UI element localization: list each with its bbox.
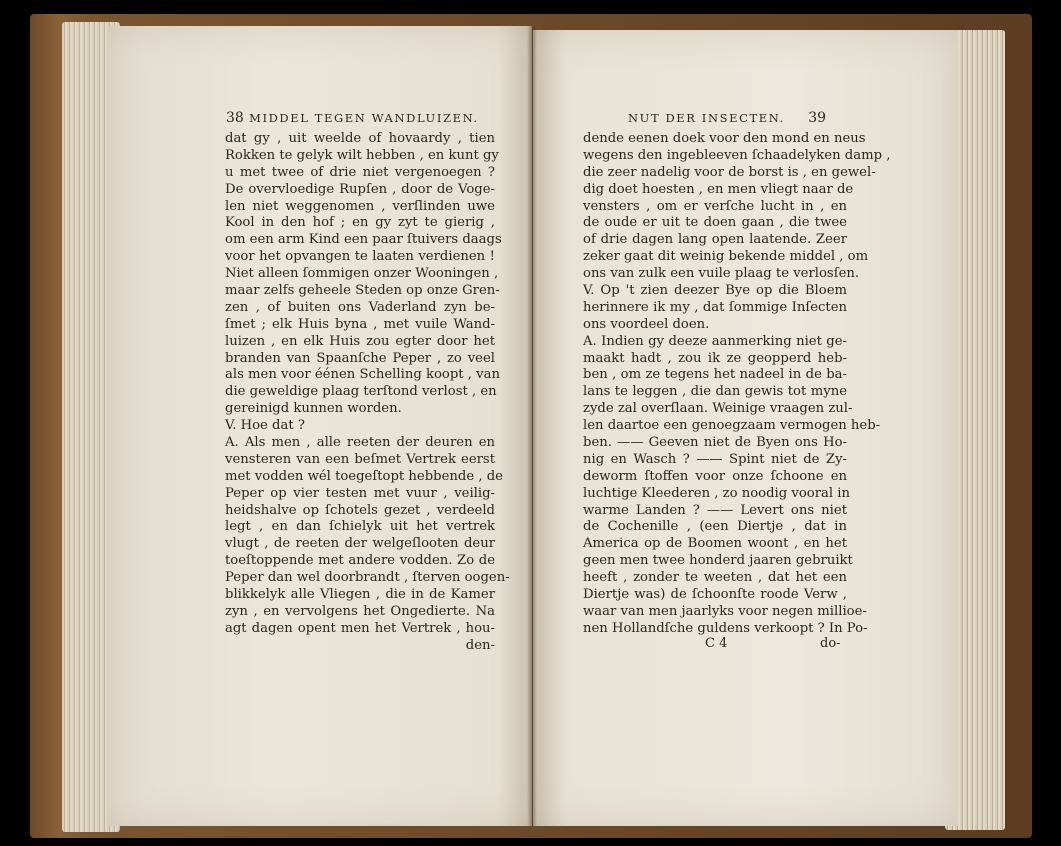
right-page-number: 39 bbox=[808, 110, 827, 126]
text-line: V. Hoe dat ? bbox=[225, 418, 305, 434]
text-line: len daartoe een genoegzaam vermogen heb- bbox=[583, 418, 881, 434]
text-line: u met twee of drie niet vergenoegen ? bbox=[225, 164, 495, 180]
text-line: zyn , en vervolgens het Ongedierte. Na bbox=[225, 603, 495, 619]
text-line: herinnere ik my , dat ſommige Inſecten bbox=[583, 299, 847, 315]
text-line: de oude er uit te doen gaan , die twee bbox=[583, 215, 847, 231]
text-line: dat gy , uit weelde of hovaardy , tien bbox=[225, 131, 495, 146]
catchword: do- bbox=[820, 636, 841, 651]
text-line: ſmet ; elk Huis byna , met vuile Wand- bbox=[225, 316, 495, 332]
text-line: de Cochenille , (een Diertje , dat in bbox=[583, 519, 847, 535]
text-line: luchtige Kleederen , zo noodig vooral in bbox=[583, 485, 851, 501]
text-line: Peper dan wel doorbrandt , ſterven oogen- bbox=[225, 570, 510, 586]
text-line: blikkelyk alle Vliegen , die in de Kamer bbox=[225, 587, 495, 603]
text-line: die zeer nadelig voor de borst is , en gewel- bbox=[583, 164, 876, 180]
text-line: voor het opvangen te laaten verdienen ! bbox=[225, 249, 495, 265]
text-line: zen , of buiten ons Vaderland zyn be- bbox=[225, 299, 495, 315]
text-line: waar van men jaarlyks voor negen millioe- bbox=[583, 603, 867, 619]
text-line: om een arm Kind een paar ſtuivers daags bbox=[225, 232, 502, 248]
text-line: Peper op vier testen met vuur , veilig- bbox=[225, 485, 495, 501]
text-line: deworm ſtoffen voor onze ſchoone en bbox=[583, 468, 847, 484]
left-page-header bbox=[226, 110, 479, 126]
text-line: dende eenen doek voor den mond en neus bbox=[583, 131, 866, 146]
text-line: V. Op 't zien deezer Bye op die Bloem bbox=[583, 283, 847, 299]
text-line: als men voor éénen Schelling koopt , van bbox=[225, 367, 500, 383]
book-gutter bbox=[527, 26, 537, 826]
text-line: wegens den ingebleeven ſchaadelyken damp , bbox=[583, 147, 891, 163]
text-line: Niet alleen ſommigen onzer Wooningen , bbox=[225, 266, 499, 282]
right-running-head: NUT DER INSECTEN. bbox=[628, 111, 785, 125]
left-running-head: MIDDEL TEGEN WANDLUIZEN. bbox=[249, 111, 479, 125]
text-line: of drie dagen lang open laatende. Zeer bbox=[583, 232, 847, 248]
text-line: luizen , en elk Huis zou egter door het bbox=[225, 333, 495, 349]
text-line: len niet weggenomen , verſlinden uwe bbox=[225, 198, 495, 214]
text-line: nen Hollandſche guldens verkoopt ? In Po- bbox=[583, 620, 868, 636]
text-line: De overvloedige Rupſen , door de Voge- bbox=[225, 181, 495, 197]
text-line: geen men twee honderd jaaren gebruikt bbox=[583, 553, 853, 569]
left-page-text bbox=[225, 131, 510, 655]
text-line: Rokken te gelyk wilt hebben , en kunt gy bbox=[225, 147, 499, 163]
text-line: gereinigd kunnen worden. bbox=[225, 401, 402, 417]
text-line: branden van Spaanſche Peper , zo veel bbox=[225, 350, 495, 366]
text-line: vlugt , de reeten der welgeſlooten deur bbox=[225, 536, 495, 552]
text-line: maakt hadt , zou ik ze geopperd heb- bbox=[583, 350, 847, 366]
text-line: met vodden wél toegeſtopt hebbende , de bbox=[225, 468, 503, 484]
text-line: toeſtoppende met andere vodden. Zo de bbox=[225, 553, 495, 569]
text-line: heeft , zonder te weeten , dat het een bbox=[583, 570, 847, 586]
text-line: Kool in den hof ; en gy zyt te gierig , bbox=[225, 215, 495, 231]
text-line: A. Indien gy deeze aanmerking niet ge- bbox=[583, 333, 847, 349]
text-line: die geweldige plaag terſtond verlost , en bbox=[225, 384, 497, 400]
text-line: ben. —— Geeven niet de Byen ons Ho- bbox=[583, 435, 847, 451]
text-line: maar zelfs geheele Steden op onze Gren- bbox=[225, 283, 500, 299]
text-line: agt dagen opent men het Vertrek , hou- bbox=[225, 620, 495, 636]
text-line: warme Landen ? —— Levert ons niet bbox=[583, 502, 847, 518]
text-line: vensters , om er verſche lucht in , en bbox=[583, 198, 847, 214]
text-line: ben , om ze tegens het nadeel in de ba- bbox=[583, 367, 847, 383]
right-page-header bbox=[628, 110, 826, 126]
text-line: lans te leggen , die dan gewis tot myne bbox=[583, 384, 847, 400]
text-line: zeker gaat dit weinig bekende middel , om bbox=[583, 249, 869, 265]
text-line: dig doet hoesten , en men vliegt naar de bbox=[583, 181, 854, 197]
text-line: nig en Wasch ? —— Spint niet de Zy- bbox=[583, 451, 847, 467]
text-line: A. Als men , alle reeten der deuren en bbox=[225, 435, 495, 451]
text-line: Diertje was) de ſchoonſte roode Verw , bbox=[583, 587, 847, 603]
text-line: vensteren van een beſmet Vertrek eerst bbox=[225, 451, 495, 467]
left-page-number: 38 bbox=[226, 110, 244, 126]
text-line: ons van zulk een vuile plaag te verlosſen. bbox=[583, 266, 860, 282]
text-line: heidshalve op ſchotels gezet , verdeeld bbox=[225, 502, 495, 518]
text-line: legt , en dan ſchielyk uit het vertrek bbox=[225, 519, 495, 535]
right-page-text bbox=[583, 131, 891, 638]
text-line: den- bbox=[465, 637, 495, 653]
text-line: ons voordeel doen. bbox=[583, 316, 710, 332]
text-line: America op de Boomen woont , en het bbox=[583, 536, 847, 552]
signature-mark: C 4 bbox=[705, 636, 728, 651]
text-line: zyde zal overſlaan. Weinige vraagen zul- bbox=[583, 401, 853, 417]
